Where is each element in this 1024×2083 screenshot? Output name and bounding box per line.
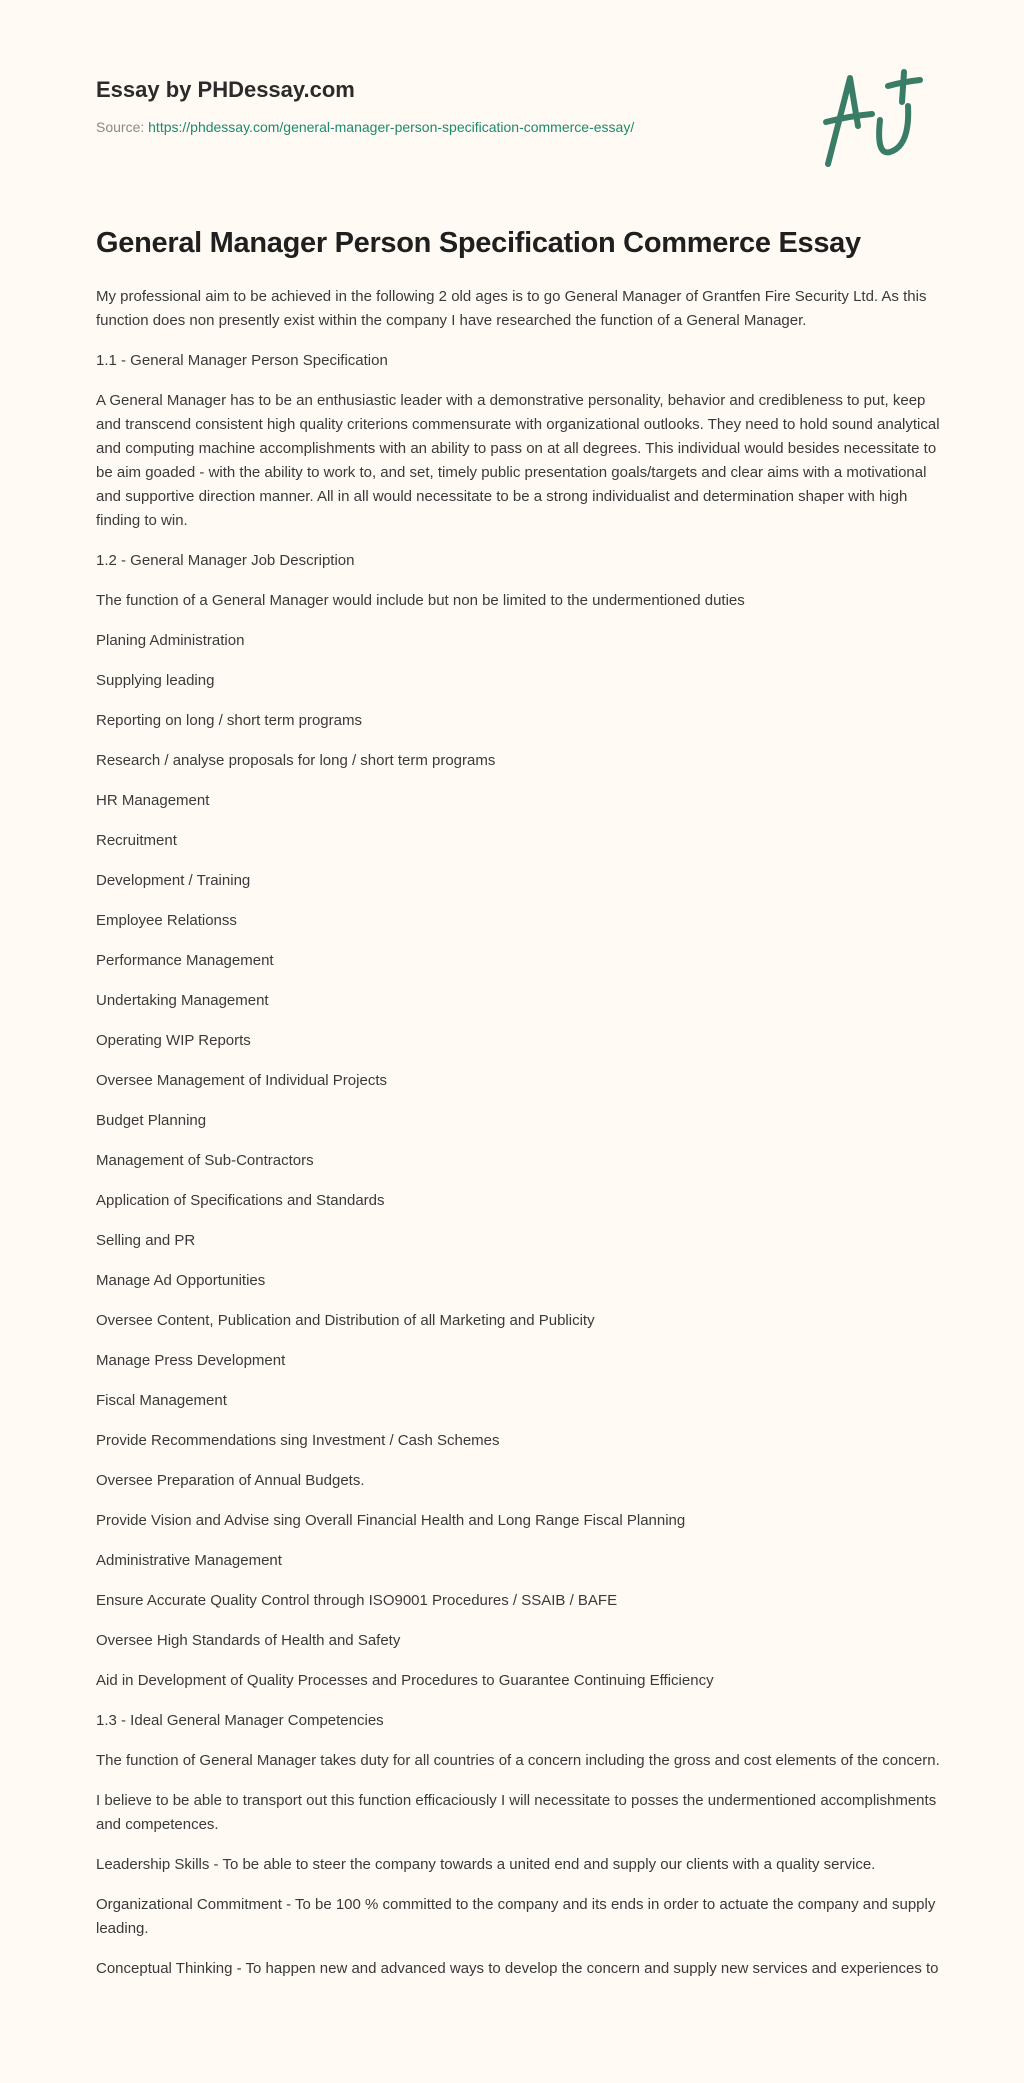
essay-paragraph: Employee Relationss xyxy=(96,912,237,929)
site-header xyxy=(96,74,796,137)
essay-paragraph: A General Manager has to be an enthusiastic leader with a demonstrative personality, behavior and credibleness to put, keep and transcend consistent high quality criterions commensurate with organizational outlooks. They need to hold sound analytical and computing machine accomplishments with an ability to pass on at all degrees. This individual would besides necessitate to be aim goaded - with the ability to work to, and set, timely public presentation goals/targets and clear aims with a motivational and supportive direction manner. All in all would necessitate to be a strong individualist and determination shaper with high finding to win. xyxy=(96,392,940,529)
source-line xyxy=(96,117,796,137)
essay-paragraph: Fiscal Management xyxy=(96,1392,227,1409)
essay-paragraph: Manage Press Development xyxy=(96,1352,286,1369)
essay-paragraph: Administrative Management xyxy=(96,1552,282,1569)
essay-paragraph: Organizational Commitment - To be 100 % committed to the company and its ends in order to actuate the company and supply leading. xyxy=(96,1896,936,1937)
essay-paragraph: Application of Specifications and Standards xyxy=(96,1192,385,1209)
a-plus-logo-icon xyxy=(820,66,930,171)
essay-paragraph: Reporting on long / short term programs xyxy=(96,712,362,729)
essay-paragraph: The function of a General Manager would include but non be limited to the undermentioned duties xyxy=(96,592,745,609)
essay-paragraph: HR Management xyxy=(96,792,210,809)
essay-paragraph: Conceptual Thinking - To happen new and advanced ways to develop the concern and supply new services and experiences to xyxy=(96,1960,939,1977)
essay-paragraph: Development / Training xyxy=(96,872,251,889)
essay-paragraph: Budget Planning xyxy=(96,1112,207,1129)
essay-paragraph: Undertaking Management xyxy=(96,992,269,1009)
essay-paragraph: The function of General Manager takes duty for all countries of a concern including the gross and cost elements of the concern. xyxy=(96,1752,940,1769)
essay-paragraph: Provide Vision and Advise sing Overall Financial Health and Long Range Fiscal Planning xyxy=(96,1512,686,1529)
essay-paragraph: Selling and PR xyxy=(96,1232,196,1249)
source-label: Source: xyxy=(96,119,149,135)
essay-paragraph: Provide Recommendations sing Investment / Cash Schemes xyxy=(96,1432,500,1449)
source-link[interactable]: https://phdessay.com/general-manager-person-specification-commerce-essay/ xyxy=(148,119,635,135)
essay-paragraph: Oversee High Standards of Health and Safety xyxy=(96,1632,401,1649)
essay-paragraph: Aid in Development of Quality Processes and Procedures to Guarantee Continuing Efficiency xyxy=(96,1672,714,1689)
essay-paragraph: My professional aim to be achieved in the following 2 old ages is to go General Manager of Grantfen Fire Security Ltd. As this function does non presently exist within the company I have researched the function of a General Manager. xyxy=(96,288,927,329)
essay-paragraph: Supplying leading xyxy=(96,672,215,689)
essay-paragraph: Oversee Preparation of Annual Budgets. xyxy=(96,1472,365,1489)
essay-paragraph: Management of Sub-Contractors xyxy=(96,1152,314,1169)
section-heading: 1.3 - Ideal General Manager Competencies xyxy=(96,1712,384,1729)
essay-paragraph: Oversee Content, Publication and Distribution of all Marketing and Publicity xyxy=(96,1312,595,1329)
section-heading: 1.2 - General Manager Job Description xyxy=(96,552,355,569)
essay-paragraph: Performance Management xyxy=(96,952,274,969)
essay-paragraph: I believe to be able to transport out this function efficaciously I will necessitate to posses the undermentioned accomplishments and competences. xyxy=(96,1792,937,1833)
essay-paragraph: Operating WIP Reports xyxy=(96,1032,251,1049)
essay-paragraph: Recruitment xyxy=(96,832,177,849)
essay-paragraph: Manage Ad Opportunities xyxy=(96,1272,266,1289)
essay-body xyxy=(96,285,946,1981)
essay-paragraph: Planing Administration xyxy=(96,632,245,649)
section-heading: 1.1 - General Manager Person Specification xyxy=(96,352,388,369)
essay-paragraph: Leadership Skills - To be able to steer the company towards a united end and supply our clients with a quality service. xyxy=(96,1856,876,1873)
essay-content xyxy=(96,223,946,1997)
essay-paragraph: Oversee Management of Individual Projects xyxy=(96,1072,387,1089)
site-brand: Essay by PHDessay.com xyxy=(96,77,355,102)
essay-title: General Manager Person Specification Commerce Essay xyxy=(96,227,861,259)
essay-paragraph: Research / analyse proposals for long / short term programs xyxy=(96,752,496,769)
essay-paragraph: Ensure Accurate Quality Control through ISO9001 Procedures / SSAIB / BAFE xyxy=(96,1592,618,1609)
